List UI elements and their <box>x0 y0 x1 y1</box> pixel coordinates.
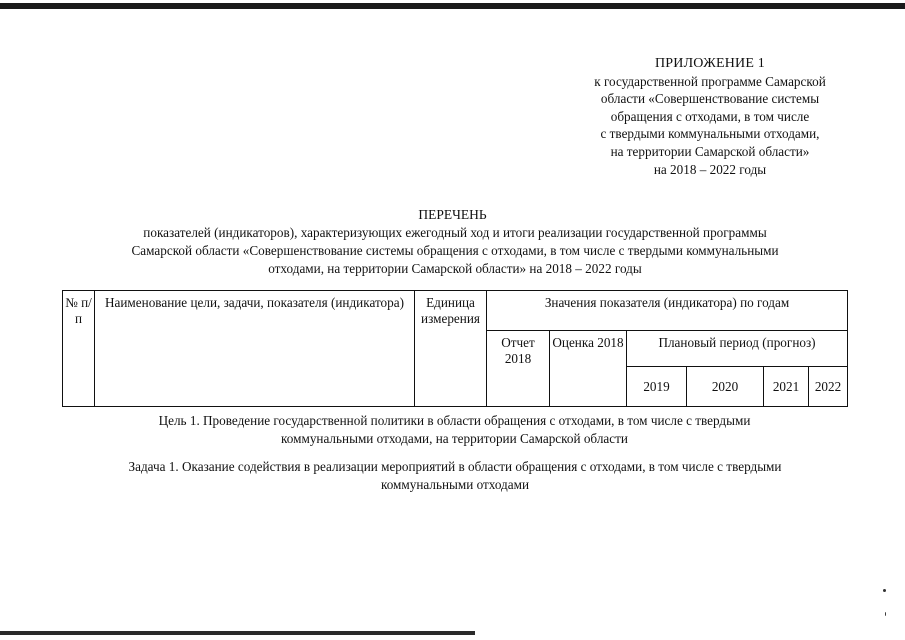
indicators-table <box>62 290 848 407</box>
appendix-line: на 2018 – 2022 годы <box>653 161 767 177</box>
appendix-line: области «Совершенствование системы <box>600 91 820 107</box>
goal-line: Цель 1. Проведение государственной политики в области обращения с отходами, в том числе с твердыми <box>158 413 751 428</box>
appendix-line: на территории Самарской области» <box>610 143 810 159</box>
header-number: № п/п <box>63 291 95 407</box>
header-year-2022: 2022 <box>809 367 848 407</box>
document-title: ПЕРЕЧЕНЬ <box>418 207 487 222</box>
document-subtitle <box>40 224 870 277</box>
appendix-line: с твердыми коммунальными отходами, <box>600 126 820 142</box>
header-estimate-2018: Оценка 2018 <box>550 331 627 407</box>
header-values: Значения показателя (индикатора) по годам <box>487 291 848 331</box>
scan-speck <box>885 612 886 616</box>
scan-edge-top <box>0 3 905 9</box>
appendix-block <box>545 55 875 178</box>
subtitle-line: Самарской области «Совершенствование системы обращения с отходами, в том числе с твердыми коммунальными <box>131 242 779 258</box>
appendix-line: обращения с отходами, в том числе <box>610 108 810 124</box>
header-year-2020: 2020 <box>687 367 764 407</box>
scan-speck <box>883 589 886 592</box>
scan-edge-bottom <box>0 631 475 635</box>
header-year-2019: 2019 <box>627 367 687 407</box>
task-1 <box>40 458 870 493</box>
subtitle-line: показателей (индикаторов), характеризующих ежегодный ход и итоги реализации государственной программы <box>143 225 767 240</box>
goal-line: коммунальными отходами, на территории Самарской области <box>281 430 628 446</box>
appendix-line: к государственной программе Самарской <box>594 73 826 89</box>
header-plan-period: Плановый период (прогноз) <box>627 331 848 367</box>
task-line: коммунальными отходами <box>380 476 530 492</box>
header-report-2018: Отчет 2018 <box>487 331 550 407</box>
header-name: Наименование цели, задачи, показателя (индикатора) <box>95 291 415 407</box>
subtitle-line: отходами, на территории Самарской области» на 2018 – 2022 годы <box>268 260 642 276</box>
appendix-title: ПРИЛОЖЕНИЕ 1 <box>654 56 766 71</box>
goal-1 <box>62 412 847 447</box>
task-line: Задача 1. Оказание содействия в реализации мероприятий в области обращения с отходами, в том числе с твердыми <box>128 459 782 474</box>
header-year-2021: 2021 <box>764 367 809 407</box>
header-unit: Единица измерения <box>415 291 487 407</box>
